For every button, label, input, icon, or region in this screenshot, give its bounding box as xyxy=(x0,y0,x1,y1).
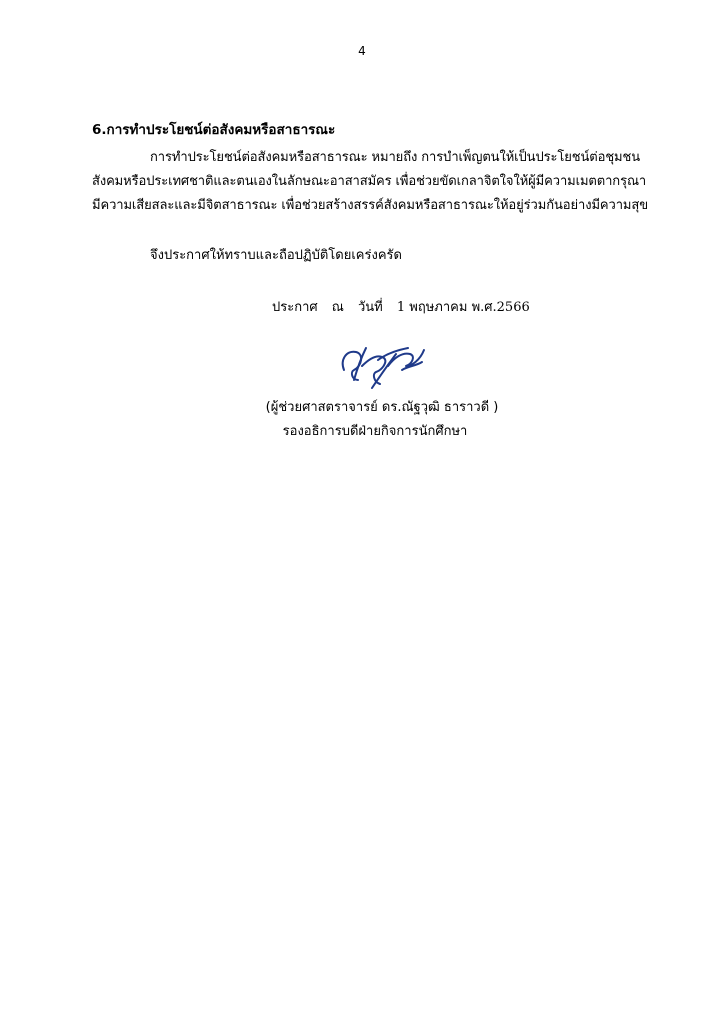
signature-image xyxy=(332,336,432,392)
announcement-label: ประกาศ xyxy=(272,300,318,315)
signer-title: รองอธิการบดีฝ่ายกิจการนักศึกษา xyxy=(282,424,468,439)
announcement-at: ณ xyxy=(331,300,344,315)
signature-strokes xyxy=(343,348,424,388)
paragraph-line: การทำประโยชน์ต่อสังคมหรือสาธารณะ หมายถึง การบำเพ็ญตนให้เป็นประโยชน์ต่อชุมชน xyxy=(150,150,641,165)
paragraph-line: สังคมหรือประเทศชาติและตนเองในลักษณะอาสาสมัคร เพื่อช่วยขัดเกลาจิตใจให้ผู้มีความเมตตากรุณา xyxy=(92,174,647,189)
paragraph-line: มีความเสียสละและมีจิตสาธารณะ เพื่อช่วยสร้างสรรค์สังคมหรือสาธารณะให้อยู่ร่วมกันอย่างมีความสุข xyxy=(92,198,648,213)
section-heading: 6.การทำประโยชน์ต่อสังคมหรือสาธารณะ xyxy=(92,122,336,138)
page-number: 4 xyxy=(358,44,366,58)
signer-name: (ผู้ช่วยศาสตราจารย์ ดร.ณัฐวุฒิ ธาราวดี ) xyxy=(265,400,499,415)
closing-statement: จึงประกาศให้ทราบและถือปฏิบัติโดยเคร่งครัด xyxy=(150,248,402,263)
announcement-date: 1 พฤษภาคม พ.ศ.2566 xyxy=(396,300,530,315)
announcement-day-label: วันที่ xyxy=(357,300,383,315)
announcement-date-line xyxy=(272,296,530,317)
